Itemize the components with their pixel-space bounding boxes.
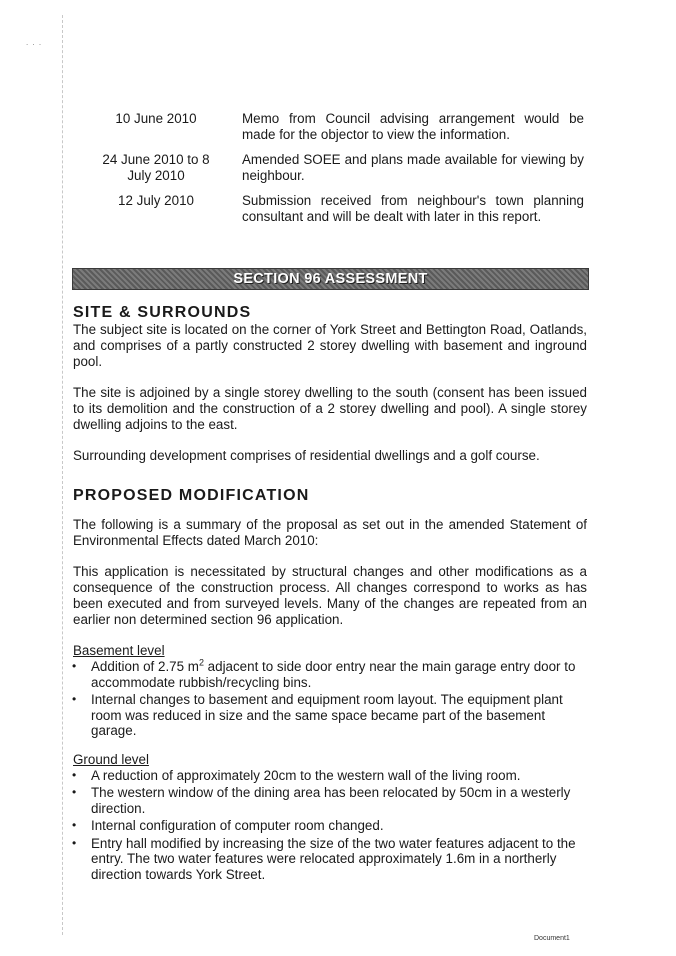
timeline-row (95, 193, 595, 225)
site-paragraph-2: The site is adjoined by a single storey dwelling to the south (consent has been issued to its demolition and the construction of a 2 storey dwelling and pool). A single storey dwelling adjoins to the east. (73, 385, 587, 432)
timeline-table (95, 111, 595, 234)
proposed-paragraph-2: This application is necessitated by structural changes and other modifications as a consequence of the construction process. All changes correspond to works as has been executed and from surveyed levels. Many of the changes are repeated from an earlier non determined section 96 application. (73, 564, 587, 627)
section-title: SECTION 96 ASSESSMENT (233, 271, 428, 287)
bullet-icon: • (72, 659, 77, 673)
ground-list (73, 768, 587, 883)
list-item: • Entry hall modified by increasing the size of the two water features adjacent to the entry. The two water features were relocated approximately 1.6m in a northerly direction towards York Street. (72, 835, 576, 882)
timeline-description: Memo from Council advising arrangement would be made for the objector to view the information. (242, 111, 584, 142)
timeline-row (95, 111, 595, 143)
margin-line (62, 15, 63, 935)
ground-level-label: Ground level (73, 751, 149, 767)
list-item: • The western window of the dining area has been relocated by 50cm in a westerly direction. (72, 785, 571, 816)
basement-list (73, 659, 587, 739)
main-content (73, 303, 587, 884)
site-paragraph-1: The subject site is located on the corner of York Street and Bettington Road, Oatlands, and comprises of a partly constructed 2 storey dwelling with basement and inground pool. (73, 322, 587, 369)
bullet-icon: • (72, 767, 77, 782)
proposed-paragraph-1: The following is a summary of the proposal as set out in the amended Statement of Environmental Effects dated March 2010: (73, 517, 587, 548)
bullet-icon: • (72, 692, 77, 706)
list-item: • Addition of 2.75 $m^2$ adjacent to side door entry near the main garage entry door to accommodate rubbish/recycling bins. (72, 657, 576, 690)
bullet-icon: • (72, 835, 77, 850)
basement-level-label: Basement level (73, 643, 165, 658)
section-banner (72, 268, 589, 290)
bullet-icon: • (72, 818, 77, 832)
timeline-description: Submission received from neighbour's town planning consultant and will be dealt with later in this report. (242, 193, 584, 224)
timeline-row (95, 152, 595, 184)
footer-document-name: Document1 (534, 935, 570, 942)
site-paragraph-3: Surrounding development comprises of residential dwellings and a golf course. (73, 448, 540, 463)
proposed-modification-heading: PROPOSED MODIFICATION (73, 487, 310, 504)
bullet-icon: • (72, 785, 77, 799)
timeline-date: 10 June 2010 (115, 111, 197, 126)
timeline-description: Amended SOEE and plans made available for viewing by neighbour. (242, 152, 584, 183)
list-item: • Internal changes to basement and equipment room layout. The equipment plant room was reduced in size and the same space became part of the basement garage. (72, 692, 563, 738)
timeline-date: 12 July 2010 (118, 193, 194, 208)
list-item: • A reduction of approximately 20cm to the western wall of the living room. (72, 767, 521, 783)
list-item: • Internal configuration of computer room changed. (72, 818, 384, 833)
timeline-date: 24 June 2010 to 8 July 2010 (102, 152, 210, 183)
corner-mark: . . . (26, 38, 43, 47)
site-surrounds-heading: SITE & SURROUNDS (73, 304, 252, 321)
